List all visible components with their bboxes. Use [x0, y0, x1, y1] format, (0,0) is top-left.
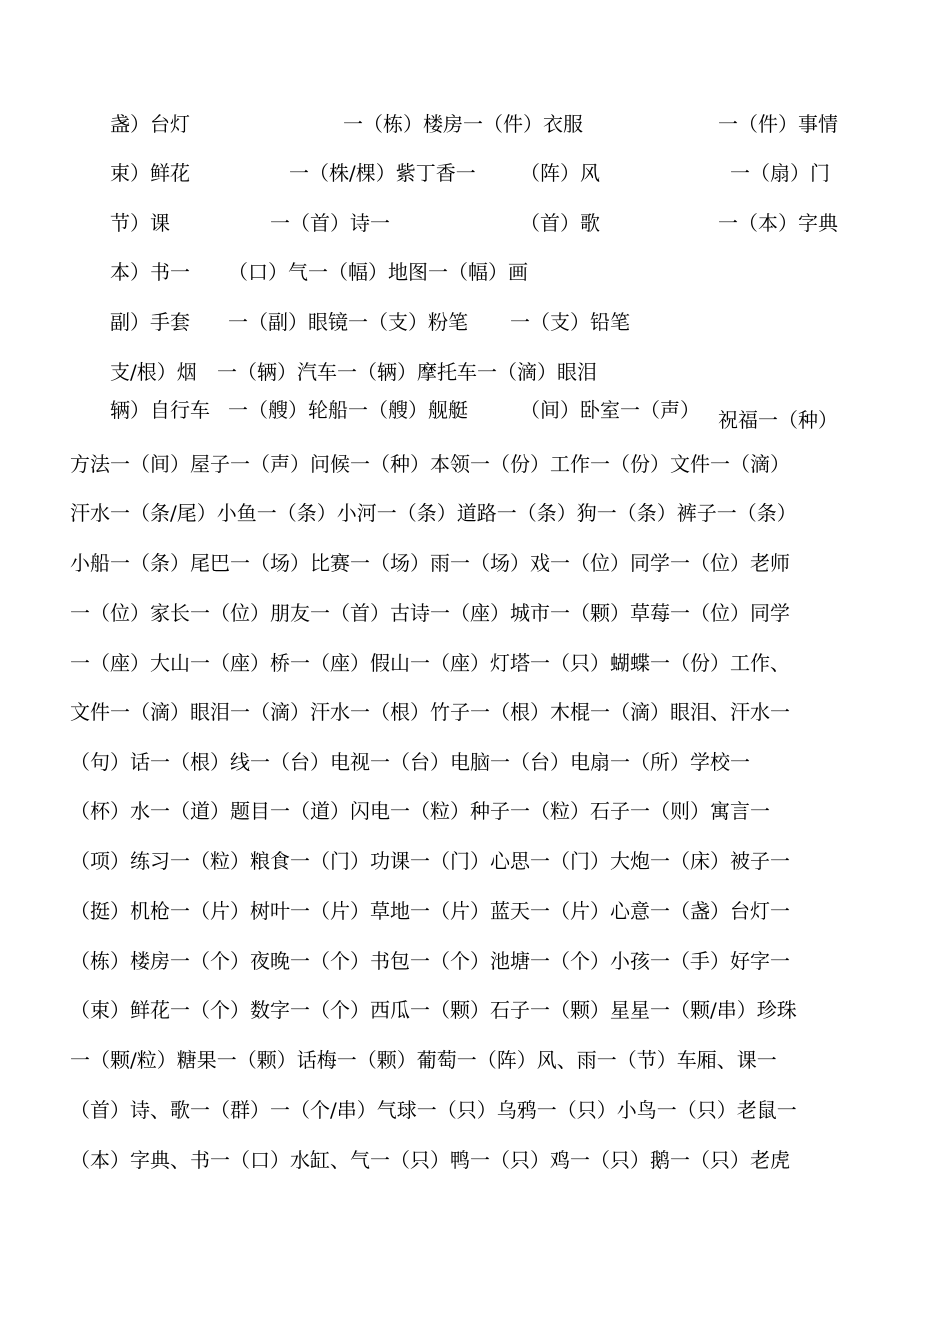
- table-cell: 一（件）事情: [718, 112, 838, 136]
- table-cell: 一（支）铅笔: [510, 310, 630, 334]
- body-line: 小船一（条）尾巴一（场）比赛一（场）雨一（场）戏一（位）同学一（位）老师: [70, 551, 790, 575]
- table-cell: （间）卧室一（声）: [520, 398, 700, 422]
- table-cell: 盏）台灯: [110, 112, 190, 136]
- table-cell: 一（首）诗一: [270, 211, 390, 235]
- body-line: （项）练习一（粒）粮食一（门）功课一（门）心思一（门）大炮一（床）被子一: [70, 849, 790, 873]
- table-cell: 节）课: [110, 211, 170, 235]
- table-cell: 束）鲜花: [110, 161, 190, 185]
- table-cell: 一（株/棵）紫丁香一: [289, 161, 476, 185]
- table-cell: 本）书一: [110, 260, 190, 284]
- body-line: 一（座）大山一（座）桥一（座）假山一（座）灯塔一（只）蝴蝶一（份）工作、: [70, 651, 790, 675]
- body-line: 一（位）家长一（位）朋友一（首）古诗一（座）城市一（颗）草莓一（位）同学: [70, 601, 790, 625]
- table-cell: 一（辆）汽车一（辆）摩托车一（滴）眼泪: [217, 360, 597, 384]
- table-cell: 支/根）烟: [110, 360, 197, 384]
- body-line: 汗水一（条/尾）小鱼一（条）小河一（条）道路一（条）狗一（条）裤子一（条）: [70, 501, 797, 525]
- table-cell: 一（本）字典: [718, 211, 838, 235]
- table-cell: 副）手套: [110, 310, 190, 334]
- body-line: （首）诗、歌一（群）一（个/串）气球一（只）乌鸦一（只）小鸟一（只）老鼠一: [70, 1098, 797, 1122]
- table-cell: 祝福一（种）: [718, 408, 838, 432]
- table-cell: （首）歌: [520, 211, 600, 235]
- table-cell: 一（栋）楼房一（件）衣服: [343, 112, 583, 136]
- table-cell: 一（扇）门: [730, 161, 830, 185]
- body-line: （栋）楼房一（个）夜晚一（个）书包一（个）池塘一（个）小孩一（手）好字一: [70, 949, 790, 973]
- body-line: （句）话一（根）线一（台）电视一（台）电脑一（台）电扇一（所）学校一: [70, 750, 750, 774]
- body-line: 方法一（间）屋子一（声）问候一（种）本领一（份）工作一（份）文件一（滴）: [70, 452, 790, 476]
- body-line: （束）鲜花一（个）数字一（个）西瓜一（颗）石子一（颗）星星一（颗/串）珍珠: [70, 998, 797, 1022]
- table-cell: （阵）风: [520, 161, 600, 185]
- body-line: （杯）水一（道）题目一（道）闪电一（粒）种子一（粒）石子一（则）寓言一: [70, 799, 770, 823]
- table-cell: 一（艘）轮船一（艘）舰艇: [228, 398, 468, 422]
- body-line: （本）字典、书一（口）水缸、气一（只）鸭一（只）鸡一（只）鹅一（只）老虎: [70, 1148, 790, 1172]
- table-cell: 一（副）眼镜一（支）粉笔: [228, 310, 468, 334]
- body-line: 一（颗/粒）糖果一（颗）话梅一（颗）葡萄一（阵）风、雨一（节）车厢、课一: [70, 1048, 777, 1072]
- body-line: 文件一（滴）眼泪一（滴）汗水一（根）竹子一（根）木棍一（滴）眼泪、汗水一: [70, 700, 790, 724]
- table-cell: （口）气一（幅）地图一（幅）画: [228, 260, 528, 284]
- table-cell: 辆）自行车: [110, 398, 210, 422]
- body-line: （挺）机枪一（片）树叶一（片）草地一（片）蓝天一（片）心意一（盏）台灯一: [70, 899, 790, 923]
